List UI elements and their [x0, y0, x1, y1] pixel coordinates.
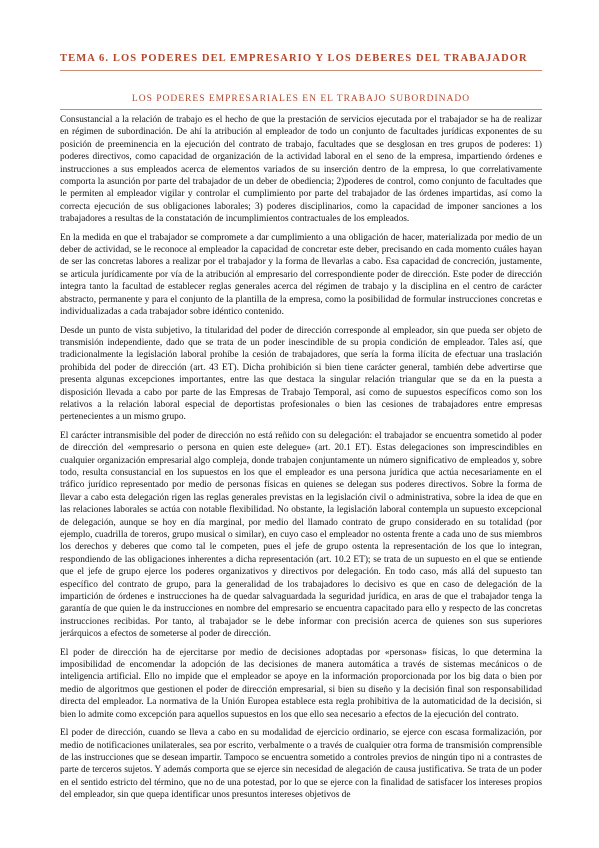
paragraph: En la medida en que el trabajador se compromete a dar cumplimiento a una obligación de hacer, materializada por medio de un deber de actividad, se le reconoce al empleador la capacidad de concretar este deber, precisando en cada momento cuáles hayan de ser las concretas labores a realizar por el trabajador y la forma de llevarlas a cabo. Esa capacidad de concreción, justamente, se articula jurídicamente por vía de la atribución al empresario del correspondiente poder de dirección. Este poder de dirección integra tanto la facultad de establecer reglas generales acerca del régimen de trabajo y la disciplina en el centro de carácter abstracto, permanente y para el conjunto de la plantilla de la empresa, como la posibilidad de formular instrucciones concretas e individualizadas a cada trabajador sobre idéntico contenido. — [60, 232, 542, 318]
paragraph: El poder de dirección ha de ejercitarse por medio de decisiones adoptadas por «personas» físicas, lo que determina la imposibilidad de encomendar la adopción de las decisiones de manera automática a través de sistemas mecánicos o de inteligencia artificial. Ello no impide que el empleador se apoye en la información proporcionada por los big data o bien por medio de algoritmos que gestionen el poder de dirección empresarial, si bien su diseño y la decisión final son responsabilidad directa del empleador. La normativa de la Unión Europea establece esta regla prohibitiva de la automaticidad de la decisión, si bien lo admite como excepción para aquellos supuestos en los que ello sea necesario a efectos de la ejecución del contrato. — [60, 647, 542, 720]
paragraph: El carácter intransmisible del poder de dirección no está reñido con su delegación: el trabajador se encuentra sometido al poder de dirección del «empresario o persona en quien este delegue» (art. 20.1 ET). Estas delegaciones son imprescindibles en cualquier organización empresarial algo compleja, donde trabajen conjuntamente un número significativo de empleados y, sobre todo, resulta consustancial en los supuestos en los que el empleador es una persona jurídica que actúa necesariamente en el tráfico jurídico representado por medio de personas físicas en quienes se delegan sus poderes directivos. Sobre la forma de llevar a cabo esta delegación rigen las reglas generales previstas en la legislación civil o administrativa, sobre la idea de que en las relaciones laborales se actúa con notable flexibilidad. No obstante, la legislación laboral contempla un supuesto excepcional de delegación, aunque se hoy en día marginal, por medio del llamado contrato de grupo considerado en su totalidad (por ejemplo, cuadrilla de toreros, grupo musical o similar), en cuyo caso el empleador no ostenta frente a cada uno de sus miembros los derechos y deberes que como tal le competen, pues el jefe de grupo ostenta la representación de los que lo integran, respondiendo de las obligaciones inherentes a dicha representación (art. 10.2 ET); se trata de un supuesto en el que se entiende que el jefe de grupo ejerce los poderes organizativos y directivos por delegación. En todo caso, más allá del supuesto tan específico del contrato de grupo, para la generalidad de los trabajadores lo decisivo es que en caso de delegación de la impartición de órdenes e instrucciones ha de quedar salvaguardada la seguridad jurídica, en aras de que el trabajador tenga la garantía de que quien le da instrucciones en nombre del empresario se encuentra capacitado para ello y respecto de las concretas instrucciones recibidas. Por tanto, al trabajador se le debe informar con precisión acerca de quienes son sus superiores jerárquicos a efectos de someterse al poder de dirección. — [60, 430, 542, 640]
section-divider — [60, 109, 542, 110]
title-divider — [60, 70, 542, 71]
section-title: LOS PODERES EMPRESARIALES EN EL TRABAJO SUBORDINADO — [131, 94, 471, 104]
paragraph: Desde un punto de vista subjetivo, la titularidad del poder de dirección corresponde al empleador, sin que pueda ser objeto de transmisión independiente, dado que se trata de un poder inescindible de su propia condición de empleador. Tales así, que tradicionalmente la legislación laboral prohíbe la cesión de trabajadores, que sería la forma ilícita de efectuar una traslación prohibida del poder de dirección (art. 43 ET). Dicha prohibición si bien tiene carácter general, también debe advertirse que presenta algunas excepciones importantes, entre las que destaca la singular relación triangular que se da en la puesta a disposición llevada a cabo por parte de las Empresas de Trabajo Temporal, así como de supuestos específicos como son los relativos a la relación laboral especial de deportistas profesionales o bien las cesiones de trabajadores entre empresas pertenecientes a un mismo grupo. — [60, 325, 542, 423]
body-text — [60, 114, 542, 808]
paragraph: Consustancial a la relación de trabajo es el hecho de que la prestación de servicios ejecutada por el trabajador se ha de realizar en régimen de subordinación. De ahí la atribución al empleador de todo un conjunto de facultades jurídicas exponentes de su posición de preeminencia en la ejecución del contrato de trabajo, facultades que se desglosan en tres grupos de poderes: 1) poderes directivos, como capacidad de organización de la actividad laboral en el seno de la empresa, impartiendo órdenes e instrucciones a sus empleados acerca de elementos variados de su inserción dentro de la empresa, lo que correlativamente comporta la asunción por parte del trabajador de un deber de obediencia; 2)poderes de control, como conjunto de facultades que le permiten al empleador vigilar y controlar el cumplimiento por parte del trabajador de las órdenes impartidas, así como la correcta ejecución de sus obligaciones laborales; 3) poderes disciplinarios, como la capacidad de imponer sanciones a los trabajadores a resultas de la constatación de incumplimientos contractuales de los empleados. — [60, 115, 542, 225]
chapter-title: TEMA 6. LOS PODERES DEL EMPRESARIO Y LOS DEBERES DEL TRABAJADOR — [60, 53, 528, 64]
paragraph: El poder de dirección, cuando se lleva a cabo en su modalidad de ejercicio ordinario, se ejerce con escasa formalización, por medio de notificaciones unilaterales, sea por escrito, verbalmente o a través de cualquier otra forma de transmisión comprensible de las instrucciones que se desean impartir. Tampoco se encuentra sometido a controles previos de ningún tipo ni a contrastes de parte de terceros sujetos. Y además comporta que se ejerce sin necesidad de alegación de causa justificativa. Se trata de un poder en el sentido estricto del término, que no de una potestad, por lo que se ejerce con la finalidad de satisfacer los intereses propios del empleador, sin que quepa identificar unos presuntos intereses objetivos de — [60, 728, 542, 801]
